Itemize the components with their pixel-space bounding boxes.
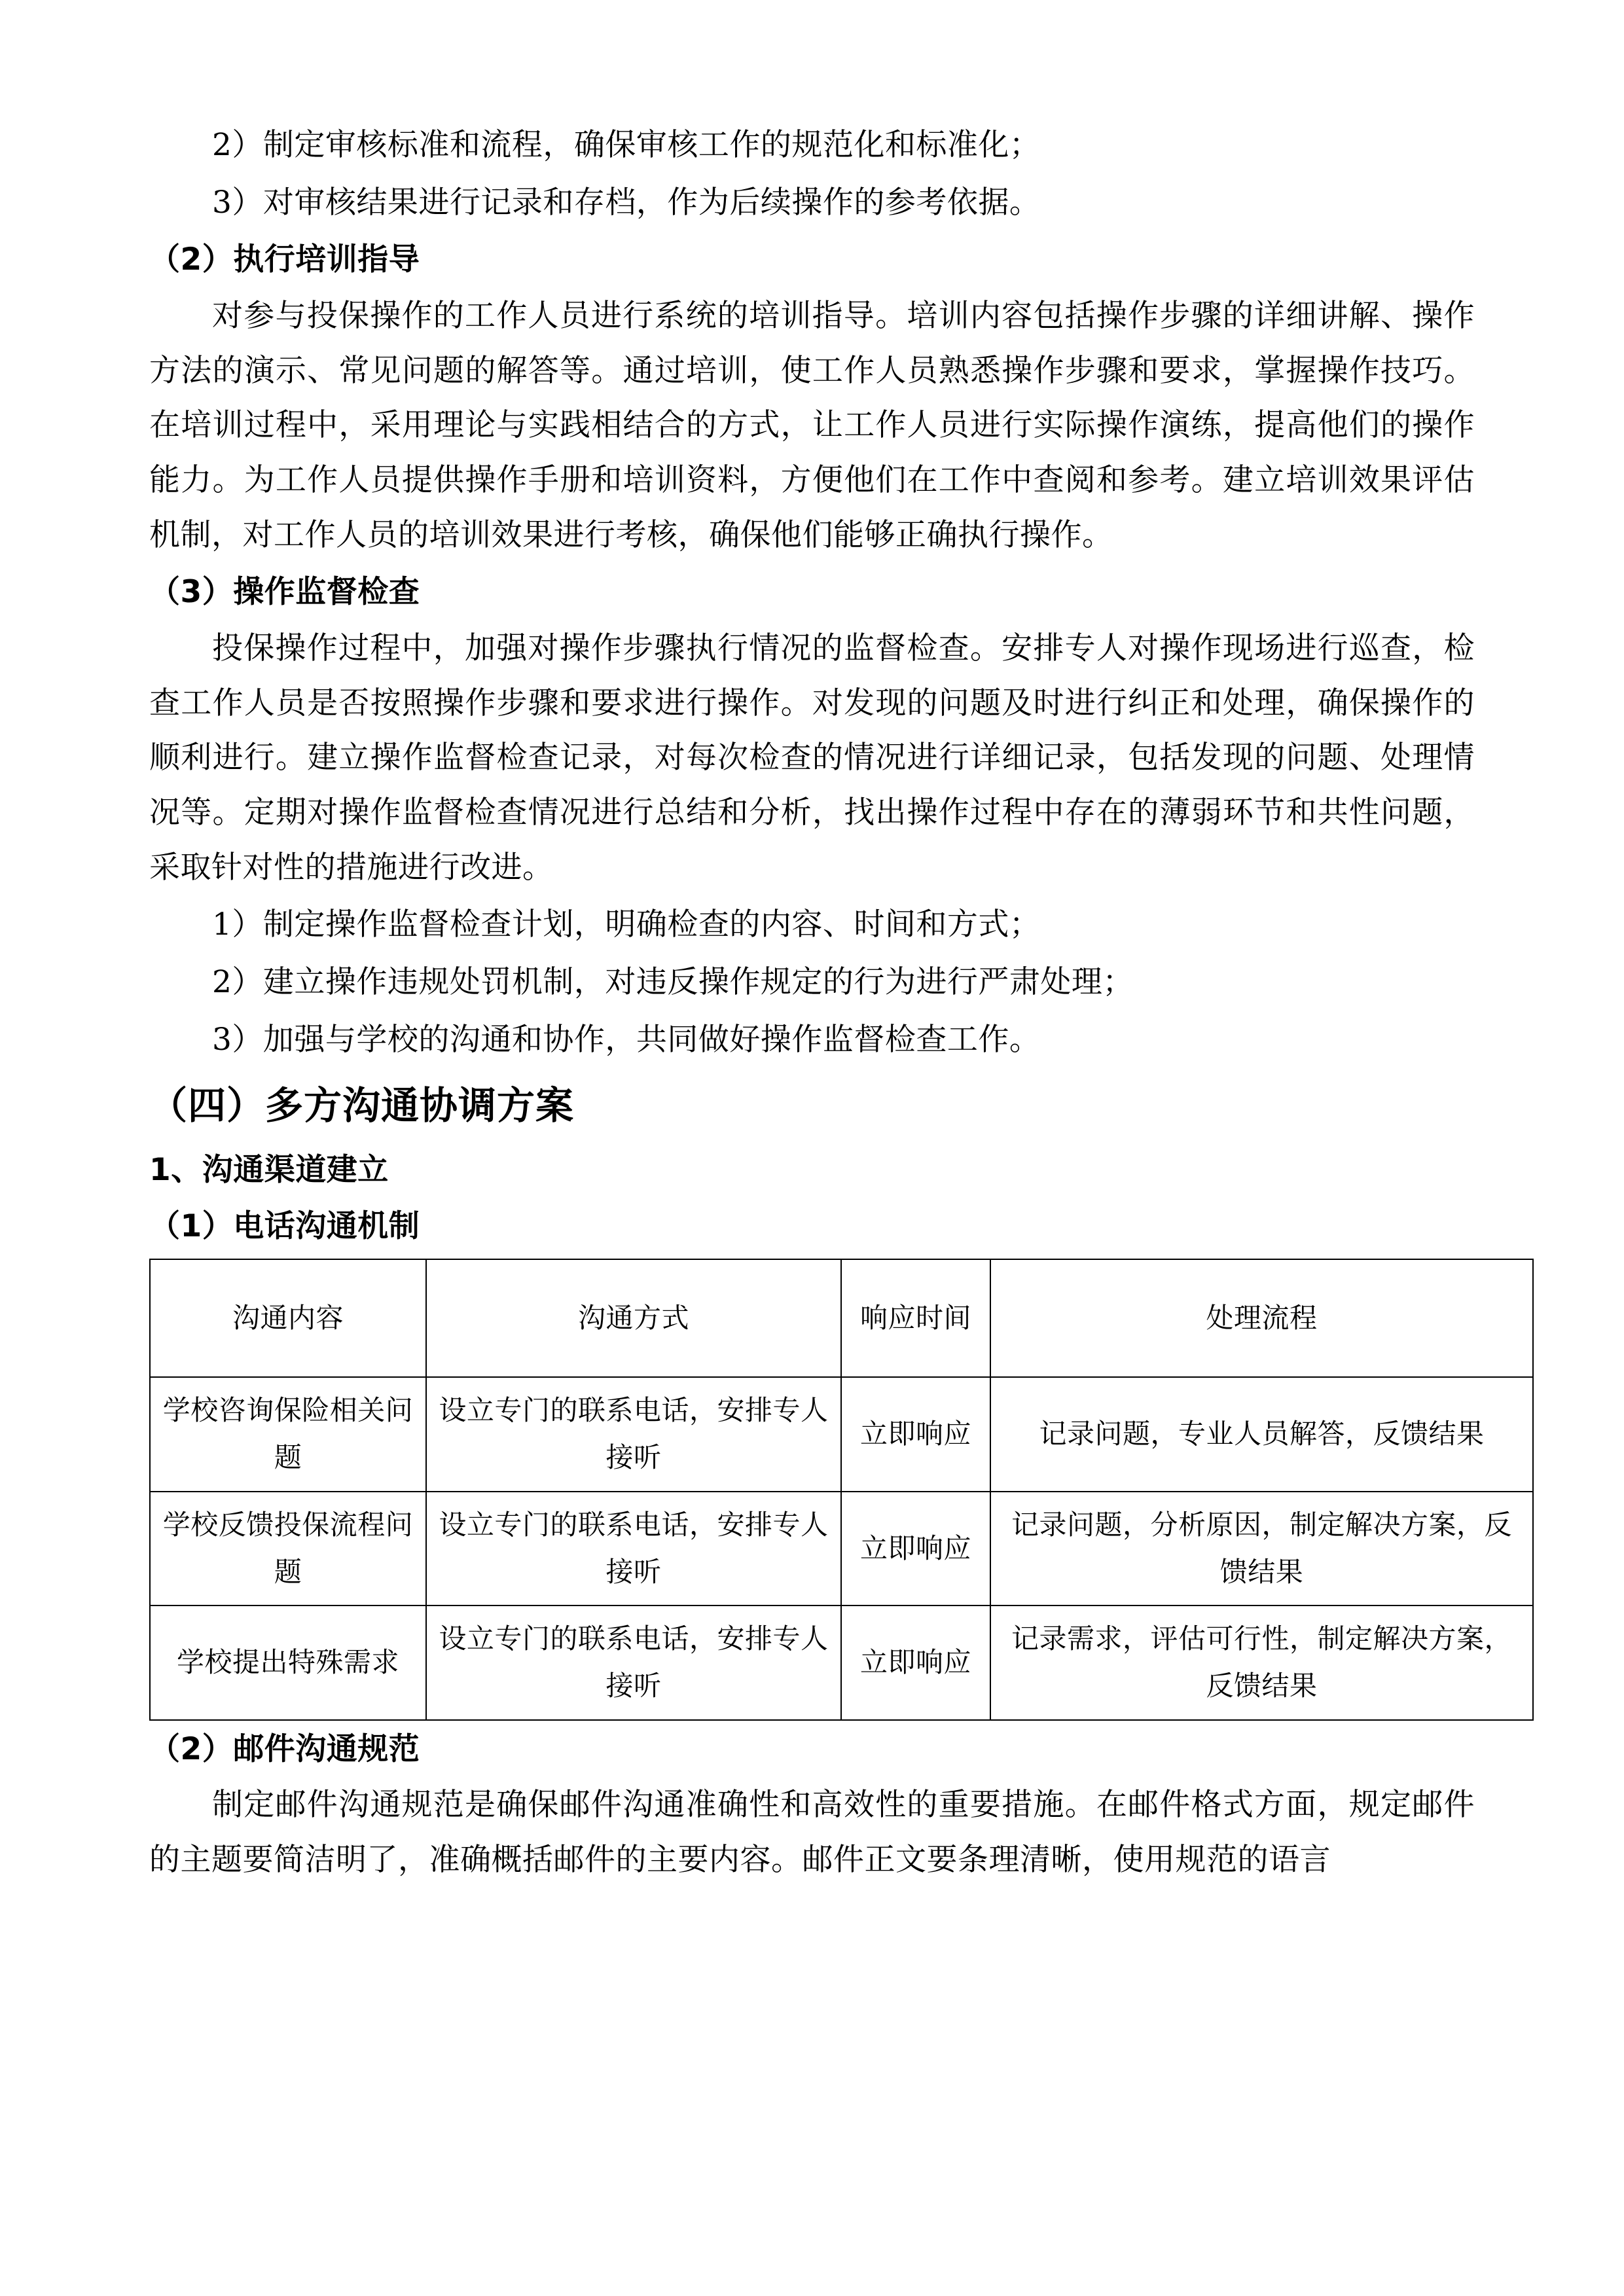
heading-communication-channel-establishment: 1、沟通渠道建立 bbox=[149, 1151, 389, 1188]
table-row bbox=[150, 1492, 1533, 1605]
table-row bbox=[150, 1377, 1533, 1491]
heading-telephone-communication-mechanism: （1）电话沟通机制 bbox=[149, 1208, 420, 1244]
cell-communication-content: 学校咨询保险相关问题 bbox=[150, 1377, 426, 1491]
list-item-supervision-3: 3）加强与学校的沟通和协作，共同做好操作监督检查工作。 bbox=[212, 1021, 1041, 1058]
table-row bbox=[150, 1605, 1533, 1719]
heading-operation-supervision-inspection: （3）操作监督检查 bbox=[149, 574, 420, 611]
cell-response-time: 立即响应 bbox=[841, 1605, 990, 1719]
list-item-audit-3: 3）对审核结果进行记录和存档，作为后续操作的参考依据。 bbox=[212, 184, 1041, 221]
telephone-communication-table bbox=[149, 1259, 1534, 1720]
table-body bbox=[150, 1377, 1533, 1719]
cell-communication-content: 学校提出特殊需求 bbox=[150, 1605, 426, 1719]
table-header-process-flow: 处理流程 bbox=[990, 1259, 1533, 1377]
list-item-audit-2: 2）制定审核标准和流程，确保审核工作的规范化和标准化； bbox=[212, 127, 1041, 163]
list-item-supervision-2: 2）建立操作违规处罚机制，对违反操作规定的行为进行严肃处理； bbox=[212, 963, 1134, 1000]
cell-communication-method: 设立专门的联系电话，安排专人接听 bbox=[426, 1377, 841, 1491]
document-body bbox=[149, 118, 1512, 1888]
heading-multiparty-communication-plan: （四）多方沟通协调方案 bbox=[149, 1083, 575, 1128]
list-item-supervision-1: 1）制定操作监督检查计划，明确检查的内容、时间和方式； bbox=[212, 906, 1041, 943]
paragraph-execute-training-guidance: 对参与投保操作的工作人员进行系统的培训指导。培训内容包括操作步骤的详细讲解、操作方法的演示、常见问题的解答等。通过培训，使工作人员熟悉操作步骤和要求，掌握操作技巧。在培训过程中，采用理论与实践相结合的方式，让工作人员进行实际操作演练，提高他们的操作能力。为工作人员提供操作手册和培训资料，方便他们在工作中查阅和参考。建立培训效果评估机制，对工作人员的培训效果进行考核，确保他们能够正确执行操作。 bbox=[149, 297, 1475, 553]
table-header-response-time: 响应时间 bbox=[841, 1259, 990, 1377]
cell-communication-method: 设立专门的联系电话，安排专人接听 bbox=[426, 1605, 841, 1719]
cell-response-time: 立即响应 bbox=[841, 1377, 990, 1491]
cell-communication-method: 设立专门的联系电话，安排专人接听 bbox=[426, 1492, 841, 1605]
cell-communication-content: 学校反馈投保流程问题 bbox=[150, 1492, 426, 1605]
paragraph-operation-supervision-inspection: 投保操作过程中，加强对操作步骤执行情况的监督检查。安排专人对操作现场进行巡查，检查工作人员是否按照操作步骤和要求进行操作。对发现的问题及时进行纠正和处理，确保操作的顺利进行。建立操作监督检查记录，对每次检查的情况进行详细记录，包括发现的问题、处理情况等。定期对操作监督检查情况进行总结和分析，找出操作过程中存在的薄弱环节和共性问题，采取针对性的措施进行改进。 bbox=[149, 630, 1475, 886]
table-header-communication-content: 沟通内容 bbox=[150, 1259, 426, 1377]
heading-email-communication-standard: （2）邮件沟通规范 bbox=[149, 1731, 420, 1767]
table-header-row bbox=[150, 1259, 1533, 1377]
cell-response-time: 立即响应 bbox=[841, 1492, 990, 1605]
heading-execute-training-guidance: （2）执行培训指导 bbox=[149, 242, 420, 278]
cell-process-flow: 记录问题，分析原因，制定解决方案，反馈结果 bbox=[990, 1492, 1533, 1605]
cell-process-flow: 记录问题，专业人员解答，反馈结果 bbox=[990, 1377, 1533, 1491]
table-header bbox=[150, 1259, 1533, 1377]
table-header-communication-method: 沟通方式 bbox=[426, 1259, 841, 1377]
cell-process-flow: 记录需求，评估可行性，制定解决方案，反馈结果 bbox=[990, 1605, 1533, 1719]
paragraph-email-communication-standard: 制定邮件沟通规范是确保邮件沟通准确性和高效性的重要措施。在邮件格式方面，规定邮件的主题要简洁明了，准确概括邮件的主要内容。邮件正文要条理清晰，使用规范的语言 bbox=[149, 1787, 1475, 1878]
